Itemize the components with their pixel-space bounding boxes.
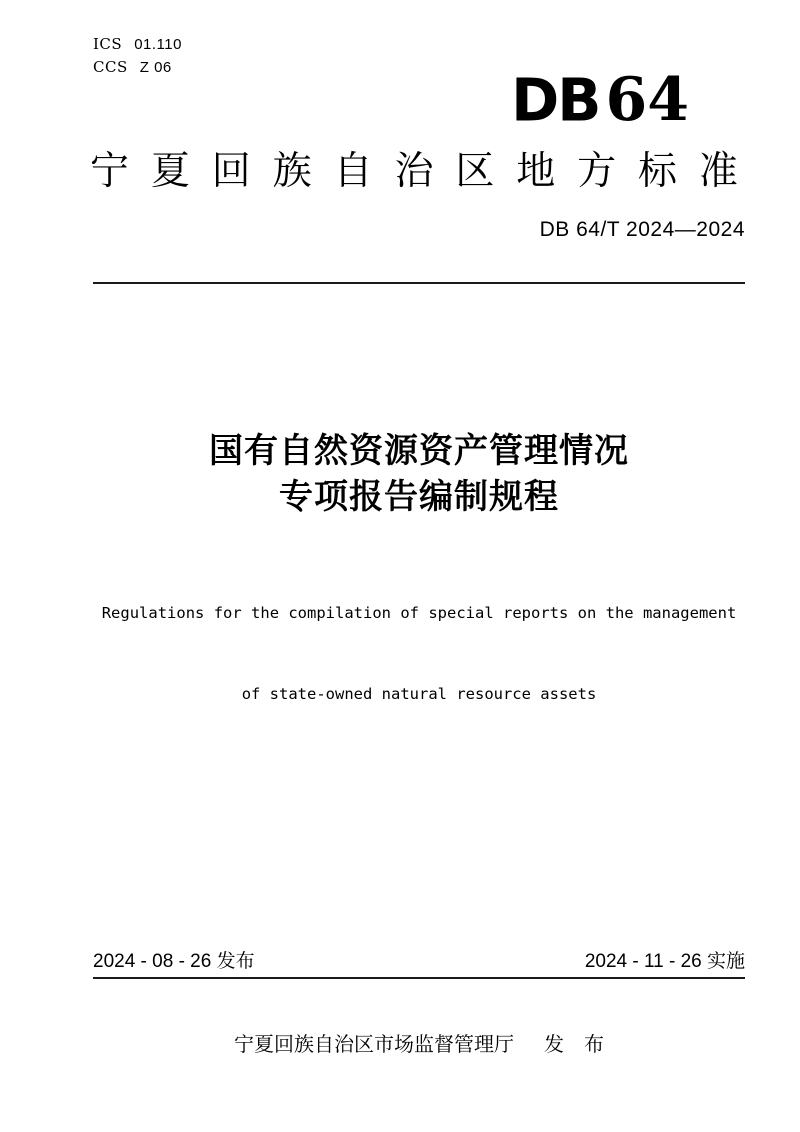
band-title-char: 区 — [455, 150, 495, 193]
standard-number: DB 64/T 2024—2024 — [539, 218, 745, 241]
bottom-horizontal-rule — [93, 977, 745, 979]
implementation-date: 2024 - 11 - 26 实施 — [584, 951, 745, 972]
band-title-char: 标 — [638, 150, 678, 193]
ics-ccs-block — [93, 33, 182, 79]
ccs-value: Z 06 — [139, 59, 172, 76]
db64-logo-prefix: DB — [511, 65, 600, 135]
main-title-line-1: 国有自然资源资产管理情况 — [209, 432, 629, 470]
publish-action-label: 发 布 — [544, 1034, 604, 1056]
publisher-agency: 宁夏回族自治区市场监督管理厅 — [234, 1034, 514, 1056]
band-title-char: 族 — [272, 150, 312, 193]
band-title-char: 方 — [577, 150, 617, 193]
band-title-char: 回 — [211, 150, 251, 193]
band-title-char: 治 — [394, 150, 434, 193]
db64-logo-number: 64 — [605, 65, 689, 135]
dates-row — [93, 950, 745, 974]
band-title-char: 宁 — [90, 150, 130, 193]
main-title — [93, 428, 745, 520]
english-title — [0, 546, 800, 762]
ics-label: ICS — [93, 35, 123, 53]
band-title-char: 自 — [333, 150, 373, 193]
band-title-char: 夏 — [150, 150, 190, 193]
band-title-char: 准 — [698, 150, 738, 193]
publisher-row — [93, 1032, 745, 1059]
issue-date: 2024 - 08 - 26 发布 — [93, 951, 255, 972]
ccs-label: CCS — [93, 58, 128, 76]
top-horizontal-rule — [93, 282, 745, 284]
main-title-line-2: 专项报告编制规程 — [279, 478, 559, 516]
db64-logo — [511, 65, 689, 135]
english-title-line-1: Regulations for the compilation of special reports on the management — [101, 604, 737, 622]
band-title-char: 地 — [516, 150, 556, 193]
english-title-line-2: of state-owned natural resource assets — [241, 685, 597, 703]
ics-value: 01.110 — [134, 36, 182, 53]
region-standard-band-title — [90, 150, 738, 194]
ics-line — [93, 33, 182, 56]
ccs-line — [93, 56, 182, 79]
